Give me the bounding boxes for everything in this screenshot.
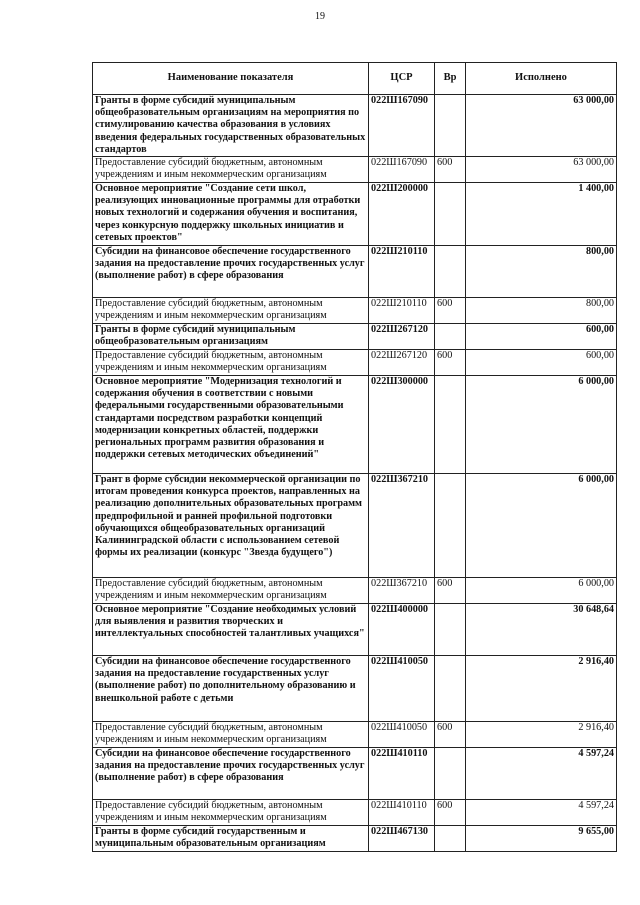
- page-number: 19: [315, 11, 325, 22]
- row-csr: 022Ш167090: [369, 95, 435, 157]
- row-vr: [435, 748, 466, 800]
- row-vr: [435, 183, 466, 246]
- row-csr: 022Ш367210: [369, 474, 435, 578]
- row-name: Субсидии на финансовое обеспечение государственного задания на предоставление прочих государственных услуг (выполнение работ) в сфере образования: [93, 246, 369, 298]
- row-vr: [435, 95, 466, 157]
- row-csr: 022Ш200000: [369, 183, 435, 246]
- row-csr: 022Ш267120: [369, 350, 435, 376]
- row-name: Предоставление субсидий бюджетным, автономным учреждениям и иным некоммерческим организациям: [93, 298, 369, 324]
- row-csr: 022Ш467130: [369, 826, 435, 852]
- row-name: Основное мероприятие "Модернизация технологий и содержания обучения в соответствии с новыми федеральными государственными образовательными стандартами посредством разработки концепций модернизации конкретных областей, поддержки региональных программ развития образования и поддержки сетевых методических объединений": [93, 376, 369, 474]
- row-amount: 2 916,40: [466, 656, 617, 722]
- row-amount: 9 655,00: [466, 826, 617, 852]
- row-name: Предоставление субсидий бюджетным, автономным учреждениям и иным некоммерческим организациям: [93, 157, 369, 183]
- row-name: Предоставление субсидий бюджетным, автономным учреждениям и иным некоммерческим организациям: [93, 578, 369, 604]
- row-csr: 022Ш210110: [369, 298, 435, 324]
- row-amount: 6 000,00: [466, 376, 617, 474]
- row-vr: 600: [435, 350, 466, 376]
- table-header-row: [93, 63, 617, 95]
- row-name: Предоставление субсидий бюджетным, автономным учреждениям и иным некоммерческим организациям: [93, 800, 369, 826]
- row-name: Основное мероприятие "Создание необходимых условий для выявления и развития творческих и интеллектуальных способностей талантливых учащихся": [93, 604, 369, 656]
- row-vr: [435, 246, 466, 298]
- table-row: [93, 246, 617, 298]
- row-vr: 600: [435, 800, 466, 826]
- row-amount: 4 597,24: [466, 800, 617, 826]
- row-csr: 022Ш210110: [369, 246, 435, 298]
- table-row: [93, 474, 617, 578]
- budget-execution-table: [92, 62, 617, 852]
- row-name: Гранты в форме субсидий муниципальным общеобразовательным организациям: [93, 324, 369, 350]
- table-row: [93, 800, 617, 826]
- row-vr: 600: [435, 722, 466, 748]
- table-row: [93, 95, 617, 157]
- table-row: [93, 350, 617, 376]
- row-csr: 022Ш367210: [369, 578, 435, 604]
- table-row: [93, 157, 617, 183]
- row-csr: 022Ш410110: [369, 748, 435, 800]
- table-row: [93, 324, 617, 350]
- table-row: [93, 826, 617, 852]
- row-csr: 022Ш400000: [369, 604, 435, 656]
- row-amount: 800,00: [466, 246, 617, 298]
- row-csr: 022Ш410050: [369, 656, 435, 722]
- row-csr: 022Ш267120: [369, 324, 435, 350]
- row-name: Грант в форме субсидии некоммерческой организации по итогам проведения конкурса проектов, направленных на реализацию дополнительных образовательных программ предпрофильной и ранней профильной подготовки обучающихся общеобразовательных организаций Калининградской области с использованием сетевой формы их реализации (конкурс "Звезда будущего"): [93, 474, 369, 578]
- row-name: Предоставление субсидий бюджетным, автономным учреждениям и иным некоммерческим организациям: [93, 722, 369, 748]
- row-amount: 800,00: [466, 298, 617, 324]
- table-row: [93, 183, 617, 246]
- row-name: Субсидии на финансовое обеспечение государственного задания на предоставление государственных услуг (выполнение работ) по дополнительному образованию и внешкольной работе с детьми: [93, 656, 369, 722]
- row-vr: [435, 656, 466, 722]
- row-name: Предоставление субсидий бюджетным, автономным учреждениям и иным некоммерческим организациям: [93, 350, 369, 376]
- row-name: Гранты в форме субсидий государственным и муниципальным образовательным организациям: [93, 826, 369, 852]
- row-name: Основное мероприятие "Создание сети школ, реализующих инновационные программы для отработки новых технологий и содержания обучения и воспитания, через конкурсную поддержку школьных инициатив и сетевых проектов": [93, 183, 369, 246]
- row-name: Гранты в форме субсидий муниципальным общеобразовательным организациям на мероприятия по стимулированию качества образования в условиях введения федеральных государственных образовательных стандартов: [93, 95, 369, 157]
- row-vr: 600: [435, 157, 466, 183]
- header-name: Наименование показателя: [93, 63, 369, 95]
- row-name: Субсидии на финансовое обеспечение государственного задания на предоставление прочих государственных услуг (выполнение работ) в сфере образования: [93, 748, 369, 800]
- row-vr: [435, 376, 466, 474]
- table-row: [93, 656, 617, 722]
- row-amount: 600,00: [466, 350, 617, 376]
- row-csr: 022Ш300000: [369, 376, 435, 474]
- table-row: [93, 578, 617, 604]
- table-row: [93, 376, 617, 474]
- header-csr: ЦСР: [369, 63, 435, 95]
- row-vr: [435, 604, 466, 656]
- row-amount: 4 597,24: [466, 748, 617, 800]
- table-row: [93, 722, 617, 748]
- row-vr: [435, 474, 466, 578]
- row-amount: 30 648,64: [466, 604, 617, 656]
- row-amount: 63 000,00: [466, 157, 617, 183]
- row-vr: 600: [435, 578, 466, 604]
- row-csr: 022Ш410050: [369, 722, 435, 748]
- row-vr: [435, 324, 466, 350]
- row-csr: 022Ш410110: [369, 800, 435, 826]
- row-amount: 2 916,40: [466, 722, 617, 748]
- row-csr: 022Ш167090: [369, 157, 435, 183]
- table-row: [93, 604, 617, 656]
- header-amount: Исполнено: [466, 63, 617, 95]
- table-row: [93, 298, 617, 324]
- row-amount: 600,00: [466, 324, 617, 350]
- row-amount: 63 000,00: [466, 95, 617, 157]
- row-vr: [435, 826, 466, 852]
- row-amount: 1 400,00: [466, 183, 617, 246]
- table-row: [93, 748, 617, 800]
- row-amount: 6 000,00: [466, 474, 617, 578]
- row-amount: 6 000,00: [466, 578, 617, 604]
- header-vr: Вр: [435, 63, 466, 95]
- row-vr: 600: [435, 298, 466, 324]
